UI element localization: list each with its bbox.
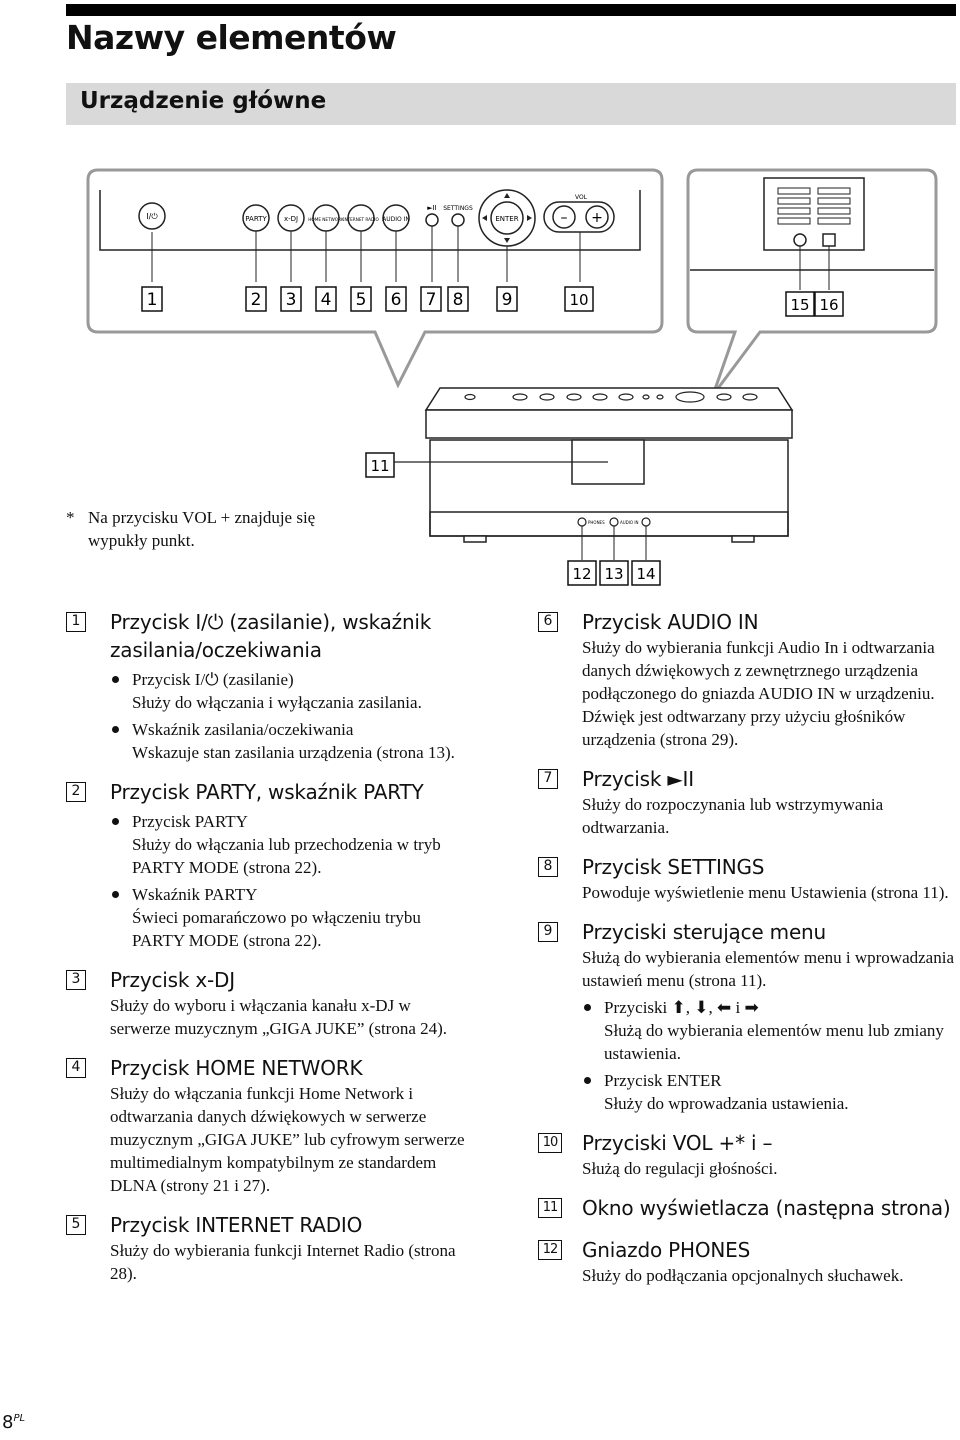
right-column (538, 608, 956, 1301)
page-title: Nazwy elementów (66, 18, 397, 57)
bullet: Wskaźnik PARTY Świeci pomarańczowo po włączeniu trybu PARTY MODE (strona 22). (110, 883, 466, 952)
item-title: Przycisk PARTY, wskaźnik PARTY (110, 780, 424, 804)
svg-text:11: 11 (370, 457, 390, 475)
svg-text:3: 3 (285, 290, 297, 310)
item-2 (66, 778, 466, 952)
item-description: Służy do wyboru i włączania kanału x-DJ w serwerze muzycznym „GIGA JUKE” (strona 24). (110, 996, 448, 1038)
front-jacks (578, 518, 650, 526)
item-title: Przycisk x-DJ (110, 968, 235, 992)
svg-text:4: 4 (320, 290, 332, 310)
item-number: 10 (538, 1133, 562, 1153)
item-number: 2 (66, 782, 86, 802)
item-description: Służy do włączania funkcji Home Network i odtwarzania danych dźwiękowych w serwerze muzycznym „GIGA JUKE” lub cyfrowym serwerze multimedialnym kompatybilnym ze standardem DLNA (strony 21 i 27). (110, 1084, 465, 1195)
bullet: Przyciski ⬆, ⬇, ⬅ i ➡ Służą do wybierania elementów menu lub zmiany ustawienia. (582, 996, 956, 1065)
svg-text:9: 9 (501, 290, 513, 310)
callout-numbers-bottom (568, 561, 660, 585)
item-8 (538, 853, 956, 904)
item-number: 12 (538, 1240, 562, 1260)
svg-text:VOL: VOL (574, 194, 588, 201)
svg-text:7: 7 (425, 290, 437, 310)
item-title: Przycisk SETTINGS (582, 855, 765, 879)
item-number: 4 (66, 1058, 86, 1078)
svg-text:16: 16 (819, 296, 839, 314)
item-7 (538, 765, 956, 839)
section-title: Urządzenie główne (80, 88, 327, 114)
bullet: Wskaźnik zasilania/oczekiwania Wskazuje stan zasilania urządzenia (strona 13). (110, 718, 466, 764)
item-5 (66, 1211, 466, 1285)
item-description: Powoduje wyświetlenie menu Ustawienia (strona 11). (582, 883, 949, 902)
item-title: Przycisk I/⏻ (zasilanie), wskaźnik zasilania/oczekiwania (110, 610, 432, 662)
item-11 (538, 1194, 956, 1222)
svg-text:INTERNET RADIO: INTERNET RADIO (343, 217, 379, 222)
svg-text:12: 12 (572, 565, 592, 583)
svg-text:15: 15 (790, 296, 810, 314)
svg-text:HOME NETWORK: HOME NETWORK (308, 217, 344, 222)
svg-text:1: 1 (146, 290, 158, 310)
callout-numbers-rear (786, 292, 843, 316)
item-description: Służy do wybierania funkcji Audio In i odtwarzania danych dźwiękowych z zewnętrznego urządzenia podłączonego do gniazda AUDIO IN w urządzeniu. Dźwięk jest odtwarzany przy użyciu głośników urządzenia (strona 29). (582, 638, 935, 749)
item-description: Służy do rozpoczynania lub wstrzymywania odtwarzania. (582, 795, 884, 837)
item-title: Przyciski VOL +* i – (582, 1131, 773, 1155)
svg-text:+: + (591, 210, 603, 226)
svg-text:AUDIO IN: AUDIO IN (382, 216, 410, 223)
item-description: Służy do wybierania funkcji Internet Radio (strona 28). (110, 1241, 456, 1283)
main-unit (426, 388, 792, 542)
item-number: 7 (538, 769, 558, 789)
item-title: Przycisk INTERNET RADIO (110, 1213, 363, 1237)
item-title: Okno wyświetlacza (następna strona) (582, 1196, 951, 1220)
bullet: Przycisk I/⏻ (zasilanie) Służy do włączania i wyłączania zasilania. (110, 668, 466, 714)
item-4 (66, 1054, 466, 1197)
item-12 (538, 1236, 956, 1287)
svg-text:PARTY: PARTY (245, 215, 267, 223)
svg-text:PHONES: PHONES (588, 520, 605, 525)
top-rule (66, 4, 956, 16)
svg-text:–: – (560, 210, 568, 226)
rear-jack (794, 234, 806, 246)
bullet: Przycisk ENTER Służy do wprowadzania ustawienia. (582, 1069, 956, 1115)
svg-text:2: 2 (250, 290, 262, 310)
svg-text:I/⏻: I/⏻ (146, 212, 158, 221)
bullet: Przycisk PARTY Służy do włączania lub przechodzenia w tryb PARTY MODE (strona 22). (110, 810, 466, 879)
item-number: 1 (66, 612, 86, 632)
item-number: 8 (538, 857, 558, 877)
svg-text:14: 14 (636, 565, 656, 583)
item-description: Służy do podłączania opcjonalnych słuchawek. (582, 1266, 904, 1285)
item-title: Przycisk HOME NETWORK (110, 1056, 363, 1080)
page-number: $8^{PL}$ (2, 1412, 26, 1433)
svg-text:AUDIO IN: AUDIO IN (620, 520, 639, 525)
svg-text:10: 10 (569, 291, 589, 309)
item-1 (66, 608, 466, 764)
svg-text:6: 6 (390, 290, 402, 310)
item-9 (538, 918, 956, 1115)
item-number: 9 (538, 922, 558, 942)
svg-text:8: 8 (452, 290, 464, 310)
svg-text:x-DJ: x-DJ (283, 215, 299, 223)
svg-text:13: 13 (604, 565, 624, 583)
item-number: 11 (538, 1198, 562, 1218)
svg-text:SETTINGS: SETTINGS (443, 205, 473, 212)
item-title: Przyciski sterujące menu (582, 920, 827, 944)
item-number: 5 (66, 1215, 86, 1235)
left-column (66, 608, 466, 1299)
item-3 (66, 966, 466, 1040)
svg-text:►II: ►II (427, 204, 437, 212)
item-number: 6 (538, 612, 558, 632)
svg-text:ENTER: ENTER (495, 215, 519, 223)
item-10 (538, 1129, 956, 1180)
item-description: Służą do wybierania elementów menu i wprowadzania ustawień menu (strona 11). (582, 948, 954, 990)
rear-port (823, 234, 835, 246)
item-title: Gniazdo PHONES (582, 1238, 751, 1262)
item-title: Przycisk AUDIO IN (582, 610, 759, 634)
item-title: Przycisk ►II (582, 767, 694, 791)
item-number: 3 (66, 970, 86, 990)
svg-text:5: 5 (355, 290, 367, 310)
item-6 (538, 608, 956, 751)
item-description: Służą do regulacji głośności. (582, 1159, 778, 1178)
